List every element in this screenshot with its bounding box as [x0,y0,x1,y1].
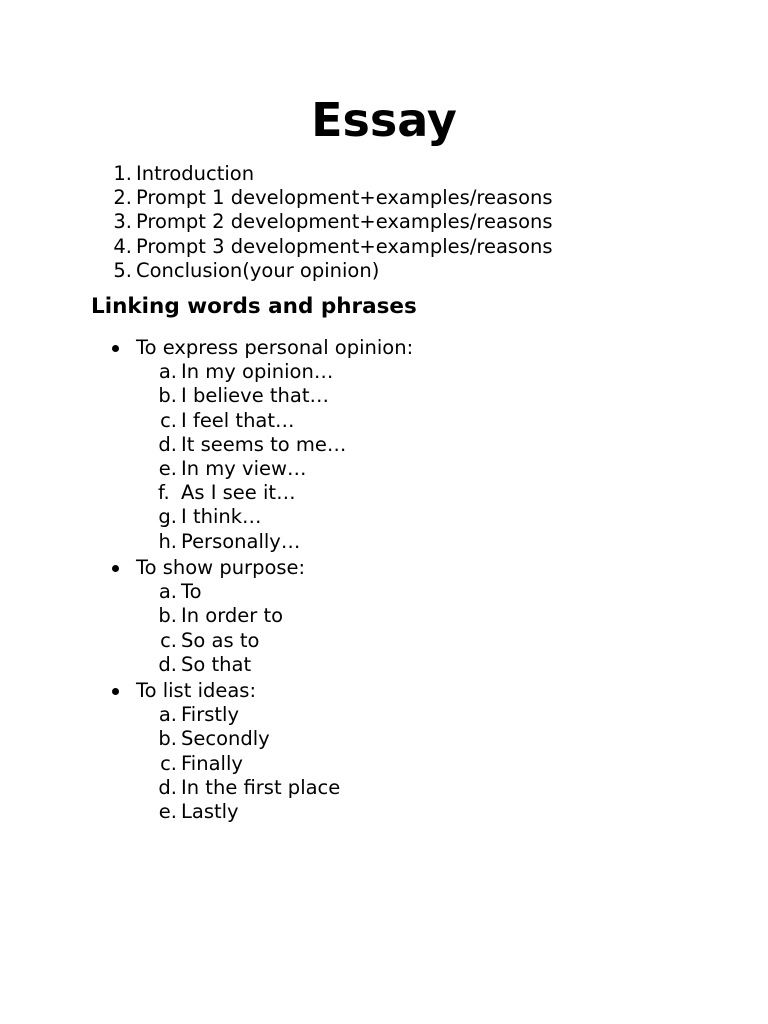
list-letter: b. [158,384,177,408]
list-text: Personally… [181,529,301,553]
bullet-item [0,556,768,580]
list-letter: b. [158,727,177,751]
list-letter: g. [158,505,177,529]
list-letter: d. [158,432,177,456]
outline-text: Prompt 2 development+examples/reasons [136,210,553,234]
list-letter: e. [158,456,177,480]
bullet-label: To show purpose: [136,556,306,579]
list-letter: c. [160,751,177,775]
list-text: In my opinion… [181,360,334,384]
list-text: So that [181,652,252,676]
list-letter: a. [158,580,177,604]
list-text: Lastly [181,799,239,823]
list-letter: d. [158,652,177,676]
list-item [0,481,768,505]
bullet-dot-icon [112,688,119,695]
outline-text: Conclusion(your opinion) [136,258,380,282]
bullet-item [0,336,768,360]
section-heading: Linking words and phrases [91,294,417,319]
outline-number: 4. [113,234,132,258]
list-letter: a. [158,703,177,727]
list-item [0,384,768,408]
outline-number: 3. [113,210,132,234]
list-text: To [181,580,202,604]
outline-number: 1. [113,162,132,185]
list-item [0,530,768,554]
list-item [0,360,768,384]
bullet-item [0,679,768,703]
bullet-section-opinion [0,336,768,554]
list-item [0,752,768,776]
list-text: In my view… [181,456,307,480]
list-item [0,457,768,481]
bullet-label: To list ideas: [136,679,257,702]
list-text: I think… [181,505,262,529]
list-letter: a. [158,360,177,384]
document-title: Essay [311,93,457,147]
list-text: Firstly [181,703,239,727]
outline-number: 2. [113,186,132,210]
list-letter: c. [160,408,177,432]
list-item [0,409,768,433]
list-item [0,703,768,727]
list-text: So as to [181,628,260,652]
list-letter: h. [158,529,177,553]
outline-number: 5. [113,258,132,282]
outline-text: Introduction [136,162,255,185]
list-item [0,433,768,457]
outline-text: Prompt 1 development+examples/reasons [136,186,553,210]
list-text: In the first place [181,775,341,799]
list-text: Finally [181,751,243,775]
list-letter: e. [158,799,177,823]
list-item [0,653,768,677]
bullet-section-purpose [0,556,768,677]
list-letter: f. [158,481,170,505]
list-item [0,727,768,751]
list-item [0,505,768,529]
sub-list [0,360,768,554]
list-item [0,800,768,824]
list-text: It seems to me… [181,432,347,456]
list-item [0,580,768,604]
list-letter: c. [160,628,177,652]
bullet-dot-icon [112,345,119,352]
outline-text: Prompt 3 development+examples/reasons [136,234,553,258]
list-letter: d. [158,775,177,799]
sub-list [0,580,768,677]
bullet-dot-icon [112,565,119,572]
list-text: Secondly [181,727,270,751]
list-item [0,629,768,653]
list-text: I feel that… [181,408,295,432]
bullet-label: To express personal opinion: [136,336,414,359]
list-item [0,776,768,800]
list-text: As I see it… [181,481,296,505]
list-text: In order to [181,604,284,628]
bullet-section-list-ideas [0,679,768,824]
sub-list [0,703,768,824]
list-item [0,604,768,628]
list-letter: b. [158,604,177,628]
list-text: I believe that… [181,384,329,408]
